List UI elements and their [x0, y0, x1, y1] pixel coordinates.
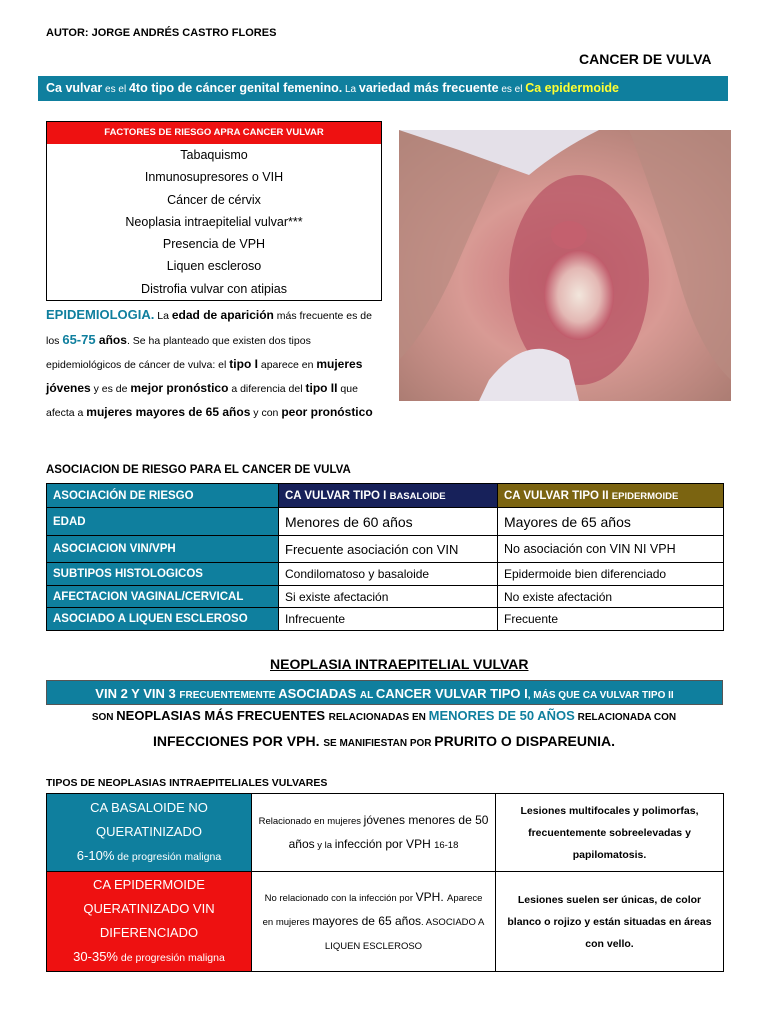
- column-header: CA VULVAR TIPO II EPIDERMOIDE: [498, 484, 724, 508]
- type-name-cell: CA BASALOIDE NO QUERATINIZADO 6-10% de progresión maligna: [47, 794, 252, 872]
- table-cell: No asociación con VIN NI VPH: [498, 536, 724, 563]
- vin-section-title: NEOPLASIA INTRAEPITELIAL VULVAR: [270, 656, 529, 672]
- table-header-row: [47, 484, 724, 508]
- table-row: [47, 586, 724, 608]
- association-table: [46, 483, 724, 631]
- row-label: ASOCIADO A LIQUEN ESCLEROSO: [47, 608, 279, 631]
- column-header: CA VULVAR TIPO I BASALOIDE: [279, 484, 498, 508]
- type-name-cell: CA EPIDERMOIDE QUERATINIZADO VIN DIFERENCIADO 30-35% de progresión maligna: [47, 872, 252, 972]
- risk-factor-item: Tabaquismo: [180, 148, 248, 162]
- risk-factors-box: [46, 121, 382, 301]
- table-row: [47, 794, 724, 872]
- intro-banner: Ca vulvar es el 4to tipo de cáncer genital femenino. La variedad más frecuente es el Ca epidermoide: [38, 76, 728, 101]
- risk-factor-item: Cáncer de cérvix: [167, 192, 261, 207]
- vin-text-line: INFECCIONES POR VPH. SE MANIFIESTAN POR PRURITO O DISPAREUNIA.: [152, 733, 616, 749]
- row-label: AFECTACION VAGINAL/CERVICAL: [47, 586, 279, 608]
- risk-factor-item: Neoplasia intraepitelial vulvar***: [125, 214, 303, 229]
- table-row: [47, 608, 724, 631]
- table-cell: Condilomatoso y basaloide: [279, 563, 498, 586]
- type-lesion-cell: Lesiones multifocales y polimorfas, frecuentemente sobreelevadas y papilomatosis.: [496, 794, 724, 872]
- table-cell: Epidermoide bien diferenciado: [498, 563, 724, 586]
- row-label: EDAD: [47, 508, 279, 536]
- row-label: SUBTIPOS HISTOLOGICOS: [47, 563, 279, 586]
- type-lesion-cell: Lesiones suelen ser únicas, de color blanco o rojizo y están situadas en áreas con vello.: [496, 872, 724, 972]
- vin-banner: VIN 2 Y VIN 3 FRECUENTEMENTE ASOCIADAS AL CANCER VULVAR TIPO I, MÁS QUE CA VULVAR TIPO II: [46, 680, 723, 705]
- risk-factor-item: Presencia de VPH: [162, 237, 266, 252]
- table-row: [47, 872, 724, 972]
- types-table-title: TIPOS DE NEOPLASIAS INTRAEPITELIALES VULVARES: [46, 777, 328, 789]
- page-title: CANCER DE VULVA: [579, 51, 712, 67]
- risk-factor-item: Distrofia vulvar con atipias: [141, 281, 287, 296]
- table-row: [47, 536, 724, 563]
- table-cell: Si existe afectación: [279, 586, 498, 608]
- table-row: [47, 508, 724, 536]
- table-cell: Mayores de 65 años: [498, 508, 724, 536]
- risk-factor-item: Liquen escleroso: [166, 259, 262, 274]
- table-cell: No existe afectación: [498, 586, 724, 608]
- author-line: AUTOR: JORGE ANDRÉS CASTRO FLORES: [46, 27, 277, 39]
- column-header: ASOCIACIÓN DE RIESGO: [47, 484, 279, 508]
- table-row: [47, 563, 724, 586]
- table-cell: Frecuente asociación con VIN: [279, 536, 498, 563]
- table-cell: Menores de 60 años: [279, 508, 498, 536]
- type-description-cell: No relacionado con la infección por VPH. Aparece en mujeres mayores de 65 años. ASOCIADO A LIQUEN ESCLEROSO: [252, 872, 496, 972]
- vin-text-line: SON NEOPLASIAS MÁS FRECUENTES RELACIONADAS EN MENORES DE 50 AÑOS RELACIONADA CON: [91, 708, 677, 723]
- table-cell: Infrecuente: [279, 608, 498, 631]
- type-description-cell: Relacionado en mujeres jóvenes menores de 50 años y la infección por VPH 16-18: [252, 794, 496, 872]
- risk-factor-item: Inmunosupresores o VIH: [144, 170, 284, 185]
- epidemiology-paragraph: EPIDEMIOLOGIA. La edad de aparición más frecuente es de los 65-75 años. Se ha planteado que existen dos tipos epidemiológicos de cáncer de vulva: el tipo I aparece en mujeres jóvenes y es de mejor pronóstico a diferencia del tipo II que afecta a mujeres mayores de 65 años y con peor pronóstico: [46, 307, 373, 419]
- clinical-photo: [399, 130, 731, 401]
- row-label: ASOCIACION VIN/VPH: [47, 536, 279, 563]
- association-table-title: ASOCIACION DE RIESGO PARA EL CANCER DE VULVA: [46, 464, 351, 476]
- table-cell: Frecuente: [498, 608, 724, 631]
- risk-factors-header: FACTORES DE RIESGO APRA CANCER VULVAR: [47, 122, 381, 144]
- types-table: [46, 793, 724, 972]
